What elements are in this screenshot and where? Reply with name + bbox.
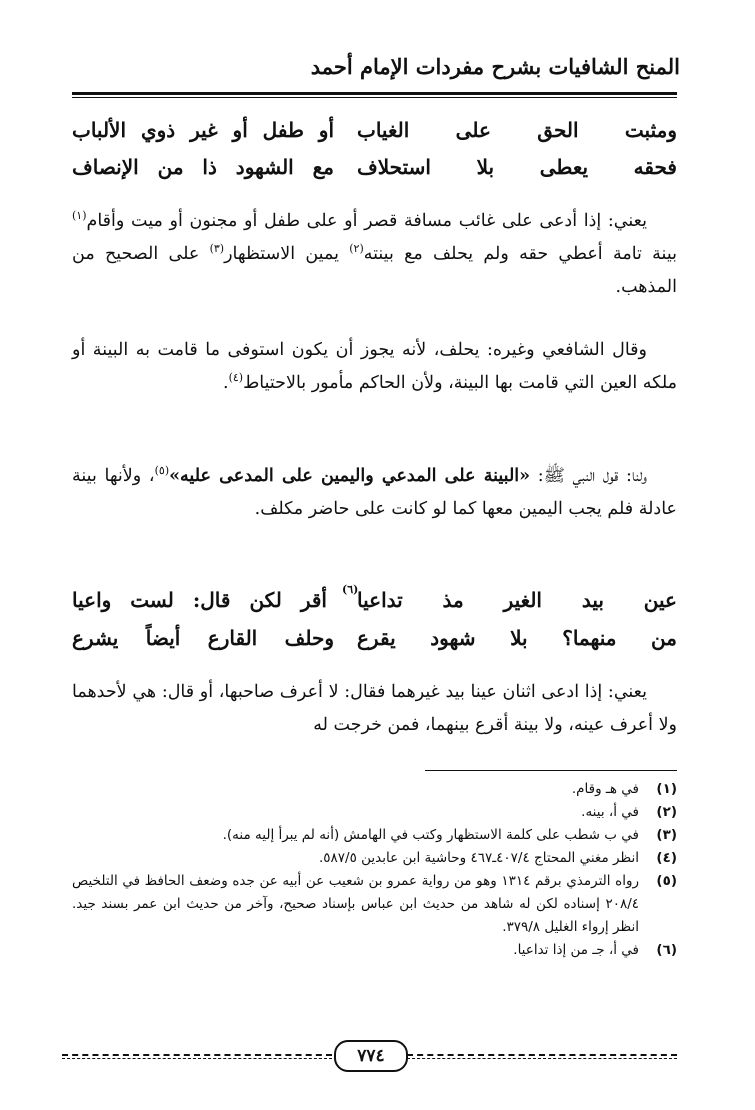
para-text: ، ولأنها بينة عادلة فلم يجب اليمين معها كما لو كانت على حاضر مكلف. [72,466,677,519]
hadith-quote: «البينة على المدعي واليمين على المدعى عليه» [169,466,531,486]
footnote-number: (٤) [656,850,677,866]
para-text: . [223,373,229,393]
footnote-item [72,847,677,870]
para-text: ولنا: قول النبي ﷺ: [530,466,647,486]
verse-line-4 [72,626,677,660]
footnote-item [72,778,677,801]
para-text: يعني: إذا ادعى اثنان عينا بيد غيرهما فقال: لا أعرف صاحبها، أو قال: هي لأحدهما ولا أعرف عينه، ولا بينة أقرع بينهما، فمن خرجت له [72,682,677,735]
verse-hemistich-right: ومثبت الحق على الغياب [357,118,677,142]
footnote-number: (٥) [656,873,677,889]
verse-hemistich-left: أو طفل أو غير ذوي الألباب [72,118,334,142]
commentary-paragraph-2 [72,334,677,400]
verse-hemistich-left: مع الشهود ذا من الإنصاف [72,155,334,179]
footnote-ref-1[interactable]: (١) [72,209,87,223]
commentary-paragraph-3 [72,460,677,526]
footer-dashed-rule [407,1058,677,1059]
footnote-text: في ب شطب على كلمة الاستظهار وكتب في الهامش (أنه لم يبرأ إليه منه). [222,827,639,843]
footnote-number: (٣) [656,827,677,843]
footnote-text: انظر مغني المحتاج ٤٠٧/٤ـ٤٦٧ وحاشية ابن عابدين ٥٨٧/٥. [318,850,639,866]
verse-hemistich-right: عين بيد الغير مذ تداعيا [357,588,677,612]
header-rule-thin [72,97,677,98]
running-header-title: المنح الشافيات بشرح مفردات الإمام أحمد [310,54,680,79]
page-footer [62,1040,677,1070]
verse-hemistich-left: وحلف القارع أيضاً يشرع [72,626,334,650]
verse-line-1 [72,118,677,152]
para-text: يمين الاستظهار [224,244,350,264]
footnote-item [72,824,677,847]
footnote-ref-3[interactable]: (٣) [209,242,225,256]
footnote-ref-4[interactable]: (٤) [228,371,244,385]
page-number: ٧٧٤ [334,1040,408,1072]
verse-hemistich-right: من منهما؟ بلا شهود يقرع [357,626,677,650]
footnote-text: في هـ وقام. [571,781,639,797]
footnote-number: (١) [656,781,677,797]
para-text: وقال الشافعي وغيره: يحلف، لأنه يجوز أن يكون استوفى ما قامت به البينة أو ملكه العين التي قامت بها البينة، ولأن الحاكم مأمور بالاحتياط [72,340,677,393]
footnote-text: في أ، جـ من إذا تداعيا. [513,942,639,958]
header-rule-thick [72,92,677,95]
footnote-number: (٢) [656,804,677,820]
footnote-item [72,801,677,824]
footnote-item [72,939,677,962]
para-text: بينة تامة أعطي حقه ولم يحلف مع بينته [363,244,677,264]
footnote-number: (٦) [656,942,677,958]
commentary-paragraph-4 [72,676,677,742]
para-text: يعني: إذا أدعى على غائب مسافة قصر أو على طفل أو مجنون أو ميت وأقام [86,211,647,231]
footnote-separator [425,770,677,771]
footnotes [72,778,677,962]
footer-dashed-rule [407,1054,677,1056]
footer-dashed-rule [62,1054,332,1056]
footnote-text: في أ، بينه. [581,804,639,820]
para-text: على الصحيح من المذهب. [72,244,677,297]
footnote-ref-2[interactable]: (٢) [349,242,364,256]
verse-hemistich-left: أقر لكن قال: لست واعيا [72,588,327,612]
verse-line-3: عين بيد الغير مذ تداعيا أقر لكن قال: لست واعيا (٦) [72,583,677,612]
footnote-text: رواه الترمذي برقم ١٣١٤ وهو من رواية عمرو بن شعيب عن أبيه عن جده وضعف الحافظ في التلخيص ٢٠٨/٤ إسناده لكن له شاهد من حديث ابن عباس بإسناد صحيح، وآخر من حديث ابن عمر بسند جيد. انظر إرواء الغليل ٣٧٩/٨. [72,873,639,935]
commentary-paragraph-1 [72,205,677,304]
verse-line-2 [72,155,677,189]
footnote-ref-5[interactable]: (٥) [154,464,170,478]
footer-dashed-rule [62,1058,332,1059]
verse-hemistich-right: فحقه يعطى بلا استحلاف [357,155,677,179]
footnote-item [72,870,677,939]
